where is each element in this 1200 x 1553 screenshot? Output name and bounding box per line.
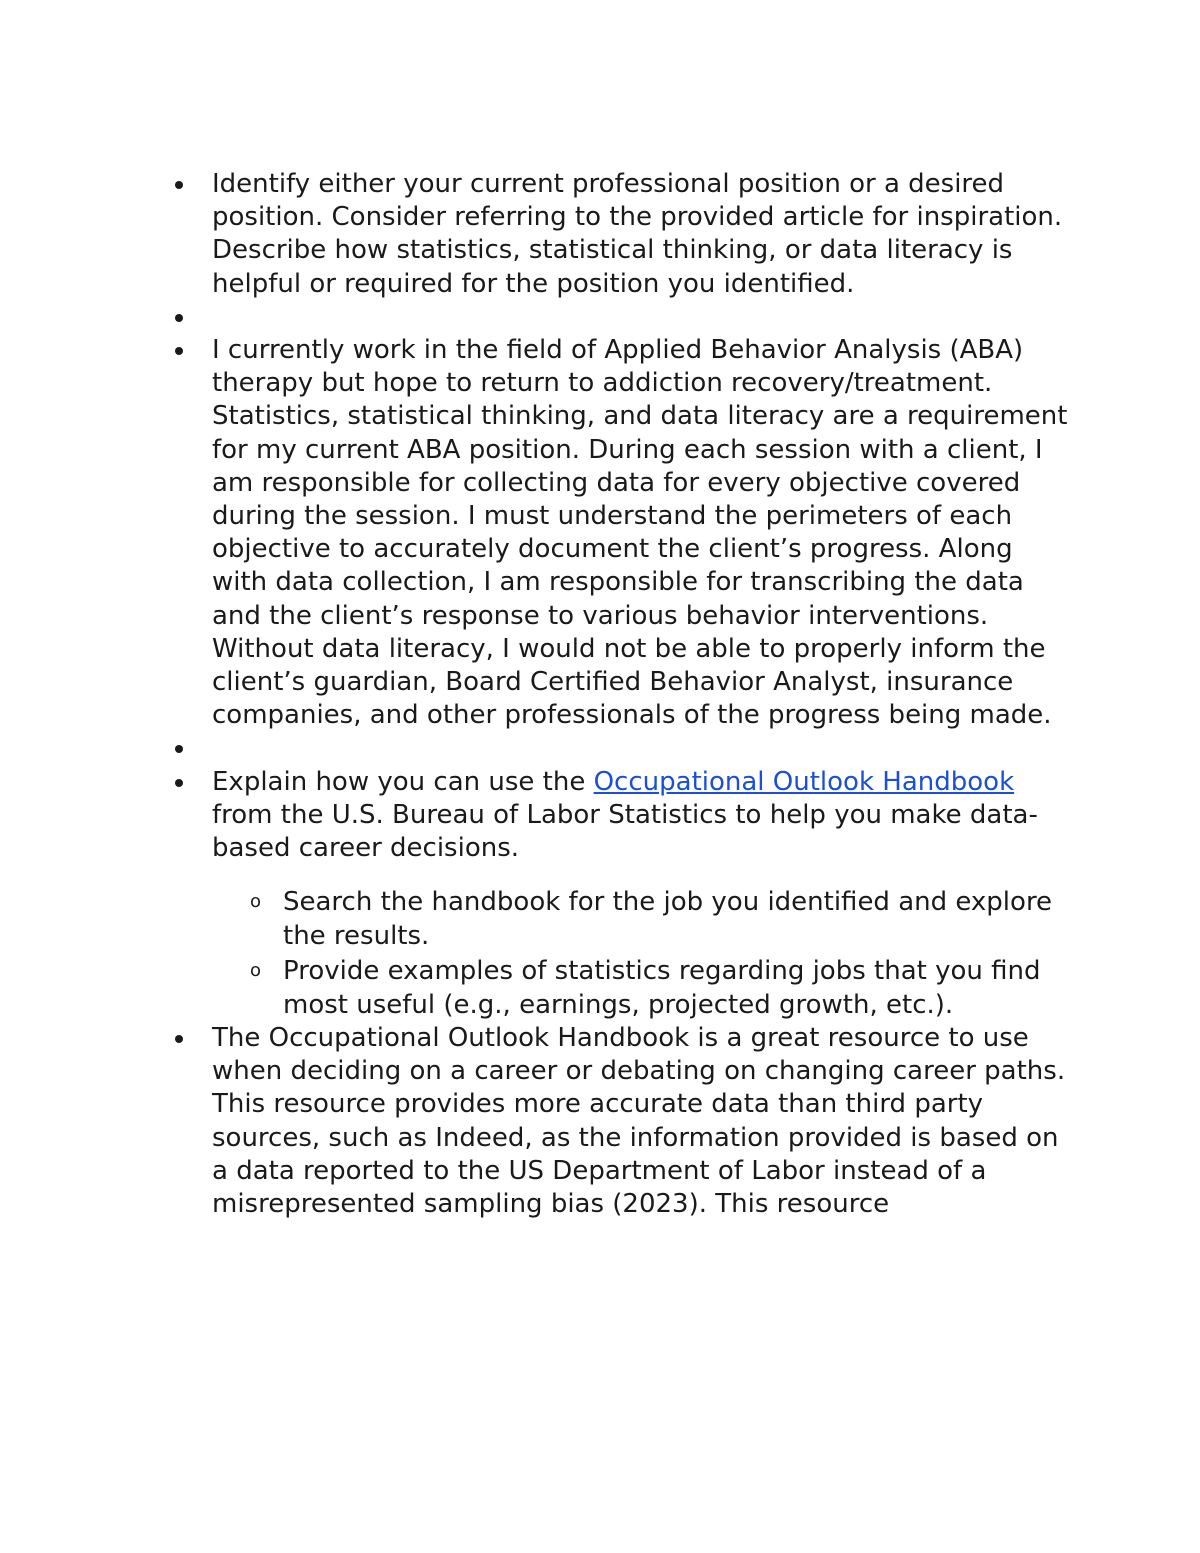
list-item	[172, 1022, 1072, 1221]
hollow-bullet-icon: o	[250, 891, 262, 913]
sub-list-item-text: Search the handbook for the job you identified and explore the results.	[283, 887, 1053, 952]
list-item-text: I currently work in the field of Applied Behavior Analysis (ABA) therapy but hope to return to addiction recovery/treatment. Statistics, statistical thinking, and data literacy are a requirement for my current ABA position. During each session with a client, I am responsible for collecting data for every objective covered during the session. I must understand the perimeters of each objective to accurately document the client’s progress. Along with data collection, I am responsible for transcribing the data and the client’s response to various behavior interventions. Without data literacy, I would not be able to properly inform the client’s guardian, Board Certified Behavior Analyst, insurance companies, and other professionals of the progress being made.	[212, 335, 1068, 731]
list-item-text-after-link: from the U.S. Bureau of Labor Statistics to help you make data-based career decisions.	[212, 799, 1038, 864]
bullet-icon	[175, 745, 183, 753]
list-item-text: Identify either your current professional position or a desired position. Consider referring to the provided article for inspiration. Describe how statistics, statistical thinking, or data literacy is helpful or required for the position you identified.	[212, 169, 1063, 299]
list-item-empty	[172, 732, 1072, 765]
bullet-icon	[175, 347, 183, 355]
list-item	[172, 334, 1072, 732]
bullet-icon	[175, 314, 183, 322]
bullet-icon	[175, 779, 183, 787]
sub-bullet-list	[212, 885, 1072, 1022]
occupational-outlook-handbook-link[interactable]: Occupational Outlook Handbook	[593, 766, 1015, 797]
sub-list-item	[172, 885, 1072, 953]
list-item	[172, 168, 1072, 301]
bullet-icon	[175, 1035, 183, 1043]
bullet-icon	[175, 181, 183, 189]
list-item	[172, 766, 1072, 1022]
list-item-text-before-link: Explain how you can use the	[212, 766, 594, 797]
sub-list-item	[172, 954, 1072, 1022]
bullet-list	[172, 168, 1072, 1221]
hollow-bullet-icon: o	[250, 959, 262, 981]
document-body	[172, 168, 1072, 1221]
list-item-empty	[172, 301, 1072, 334]
list-item-text	[212, 766, 1072, 866]
sub-list-item-text: Provide examples of statistics regarding jobs that you find most useful (e.g., earnings, projected growth, etc.).	[283, 955, 1041, 1020]
list-item-text: The Occupational Outlook Handbook is a great resource to use when deciding on a career or debating on changing career paths. This resource provides more accurate data than third party sources, such as Indeed, as the information provided is based on a data reported to the US Department of Labor instead of a misrepresented sampling bias (2023). This resource	[212, 1023, 1066, 1220]
